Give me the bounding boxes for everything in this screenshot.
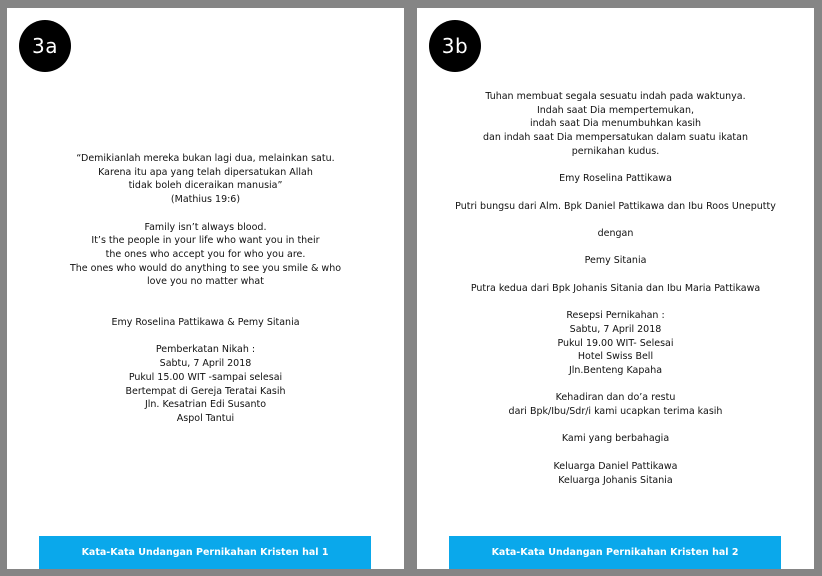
reception-time: Pukul 19.00 WIT- Selesai [557,337,674,349]
page-2-footer-banner: Kata-Kata Undangan Pernikahan Kristen hal 2 [449,536,781,569]
intro-line: indah saat Dia menumbuhkan kasih [529,118,702,130]
quote-line: love you no matter what [147,276,264,288]
ceremony-area: Aspol Tantui [176,412,235,424]
quote-line: The ones who would do anything to see you smile & who [69,262,342,274]
verse-line: tidak boleh diceraikan manusia” [128,180,283,192]
signoff-text: Kami yang berbahagia [561,433,670,445]
verse-reference: (Mathius 19:6) [170,194,241,206]
family-name: Keluarga Johanis Sitania [558,474,673,486]
intro-line: Tuhan membuat segala sesuatu indah pada waktunya. [485,91,746,102]
groom-name: Pemy Sitania [584,255,647,267]
page-1-footer-banner: Kata-Kata Undangan Pernikahan Kristen hal 1 [39,536,371,569]
ceremony-address: Jln. Kesatrian Edi Susanto [144,399,267,411]
bride-parents: Putri bungsu dari Alm. Bpk Daniel Pattikawa dan Ibu Roos Uneputty [455,200,776,212]
invitation-page-1 [7,8,404,569]
page-2-content [417,90,814,487]
family-name: Keluarga Daniel Pattikawa [553,460,678,472]
thanks-line: dari Bpk/Ibu/Sdr/i kami ucapkan terima kasih [508,406,723,418]
ceremony-venue: Bertempat di Gereja Teratai Kasih [125,385,286,397]
quote-line: It’s the people in your life who want you in their [91,235,320,247]
ceremony-date: Sabtu, 7 April 2018 [159,358,252,370]
page-1-content [7,152,404,426]
verse-line: Karena itu apa yang telah dipersatukan Allah [98,166,313,178]
reception-address: Jln.Benteng Kapaha [568,364,663,376]
reception-date: Sabtu, 7 April 2018 [569,323,662,335]
verse-line: “Demikianlah mereka bukan lagi dua, melainkan satu. [76,153,335,164]
connector-text: dengan [597,227,634,239]
invitation-page-2 [417,8,814,569]
page-badge: 3a [19,20,71,72]
page-badge: 3b [429,20,481,72]
ceremony-time: Pukul 15.00 WIT -sampai selesai [128,371,283,383]
couple-names: Emy Roselina Pattikawa & Pemy Sitania [111,317,300,329]
quote-line: the ones who accept you for who you are. [105,248,306,260]
intro-line: dan indah saat Dia mempersatukan dalam suatu ikatan [483,132,748,144]
intro-line: pernikahan kudus. [571,145,660,157]
bride-name: Emy Roselina Pattikawa [559,173,672,185]
groom-parents: Putra kedua dari Bpk Johanis Sitania dan Ibu Maria Pattikawa [470,282,761,294]
quote-line: Family isn’t always blood. [144,221,267,233]
intro-line: Indah saat Dia mempertemukan, [536,104,695,116]
ceremony-heading: Pemberkatan Nikah : [155,344,256,356]
reception-heading: Resepsi Pernikahan : [566,310,665,322]
reception-venue: Hotel Swiss Bell [577,351,654,363]
thanks-line: Kehadiran dan do’a restu [555,392,676,404]
